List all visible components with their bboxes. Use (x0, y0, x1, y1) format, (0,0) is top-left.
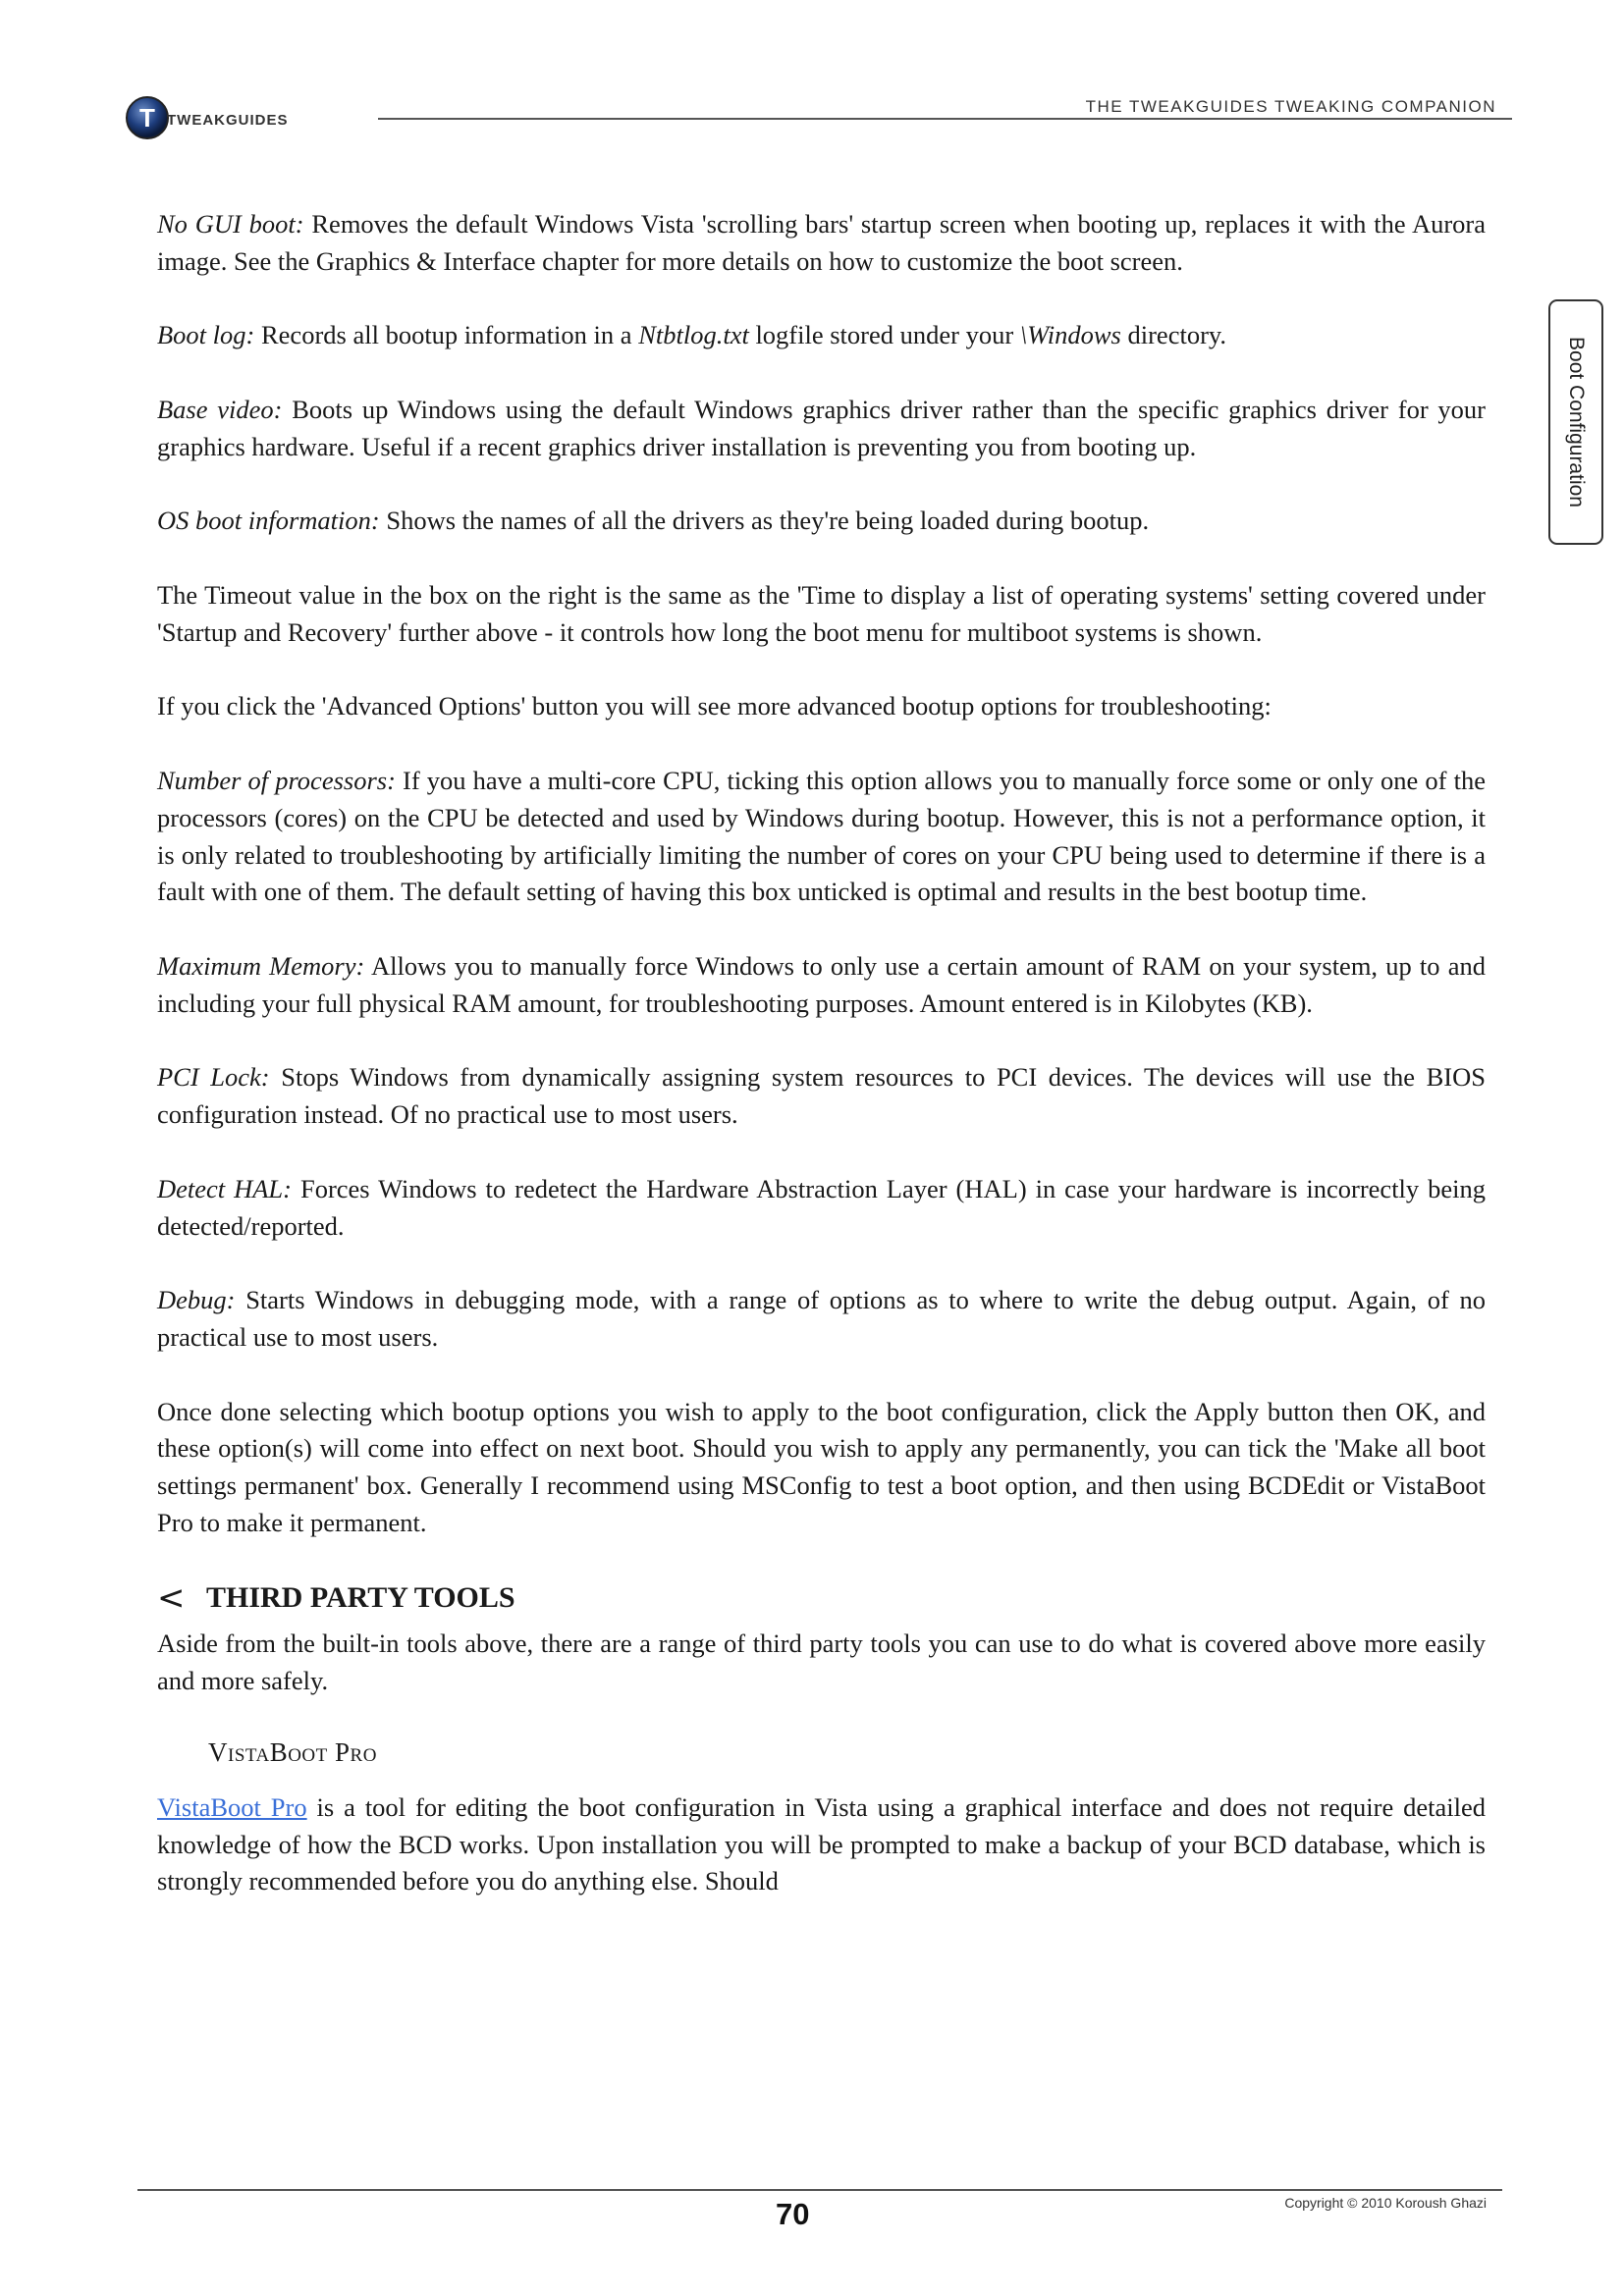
paragraph-vistaboot-pro: VistaBoot Pro is a tool for editing the boot configuration in Vista using a graphical interface and does not require detailed knowledge of how the BCD works. Upon installation you will be prompted to make a backup of your BCD database, which is strongly recommended before you do anything else. Should (157, 1791, 1486, 1896)
paragraph-base-video: Base video: Boots up Windows using the default Windows graphics driver rather than the specific graphics driver for your graphics hardware. Useful if a recent graphics driver installation is preventing you from booting up. (157, 394, 1486, 461)
header-rule (378, 118, 1512, 120)
chapter-side-tab[interactable] (1548, 299, 1603, 545)
copyright-notice: Copyright © 2010 Koroush Ghazi (1284, 2195, 1487, 2211)
section-arrow-icon: < (157, 1578, 186, 1619)
chapter-side-tab-label: Boot Configuration (1565, 337, 1588, 507)
section-intro: Aside from the built-in tools above, there are a range of third party tools you can use to do what is covered above more easily and more safely. (157, 1629, 1486, 1696)
paragraph-debug: Debug: Starts Windows in debugging mode, with a range of options as to where to write the debug output. Again, of no practical use to most users. (157, 1285, 1486, 1352)
vistaboot-pro-link[interactable]: VistaBoot Pro (157, 1791, 307, 1822)
paragraph-pci-lock: PCI Lock: Stops Windows from dynamically assigning system resources to PCI devices. The devices will use the BIOS configuration instead. Of no practical use to most users. (157, 1062, 1486, 1130)
paragraph-maximum-memory: Maximum Memory: Allows you to manually force Windows to only use a certain amount of RAM on your system, up to and including your full physical RAM amount, for troubleshooting purposes. Amount entered is in Kilobytes (KB). (157, 950, 1486, 1018)
header-title: THE TWEAKGUIDES TWEAKING COMPANION (1085, 97, 1496, 116)
paragraph-number-of-processors: Number of processors: If you have a multi-core CPU, ticking this option allows you to manually force some or only one of the processors (cores) on the CPU be detected and used by Windows during bootup. However, this is not a performance option, it is only related to troubleshooting by artificially limiting the number of cores on your CPU being used to determine if there is a fault with one of them. The default setting of having this box unticked is optimal and results in the best bootup time. (157, 765, 1486, 907)
paragraph-advanced-options: If you click the 'Advanced Options' button you will see more advanced bootup options for troubleshooting: (157, 691, 1272, 721)
subsection-title: VistaBoot Pro (208, 1736, 377, 1767)
section-title: THIRD PARTY TOOLS (206, 1581, 515, 1615)
page-body (157, 206, 1486, 1938)
footer-rule (137, 2189, 1502, 2191)
logo-graphic (124, 94, 359, 143)
paragraph-boot-log: Boot log: Records all bootup information in a Ntbtlog.txt logfile stored under your \Windows directory. (157, 320, 1227, 350)
svg-text:T: T (139, 103, 155, 133)
paragraph-timeout: The Timeout value in the box on the right is the same as the 'Time to display a list of operating systems' setting covered under 'Startup and Recovery' further above - it controls how long the boot menu for multiboot systems is shown. (157, 579, 1486, 647)
paragraph-os-boot-information: OS boot information: Shows the names of all the drivers as they're being loaded during bootup. (157, 506, 1150, 536)
page-number: 70 (776, 2197, 810, 2231)
section-heading (157, 1578, 1486, 1618)
tweakguides-logo (124, 94, 359, 143)
paragraph-no-gui-boot: No GUI boot: Removes the default Windows Vista 'scrolling bars' startup screen when booting up, replaces it with the Aurora image. See the Graphics & Interface chapter for more details on how to customize the boot screen. (157, 209, 1486, 276)
paragraph-detect-hal: Detect HAL: Forces Windows to redetect the Hardware Abstraction Layer (HAL) in case your hardware is incorrectly being detected/reported. (157, 1173, 1486, 1241)
paragraph-once-done: Once done selecting which bootup options you wish to apply to the boot configuration, click the Apply button then OK, and these option(s) will come into effect on next boot. Should you wish to apply any permanently, you can tick the 'Make all boot settings permanent' box. Generally I recommend using MSConfig to test a boot option, and then using BCDEdit or VistaBoot Pro to make it permanent. (157, 1396, 1486, 1537)
svg-text:TWEAKGUIDES: TWEAKGUIDES (167, 112, 289, 129)
